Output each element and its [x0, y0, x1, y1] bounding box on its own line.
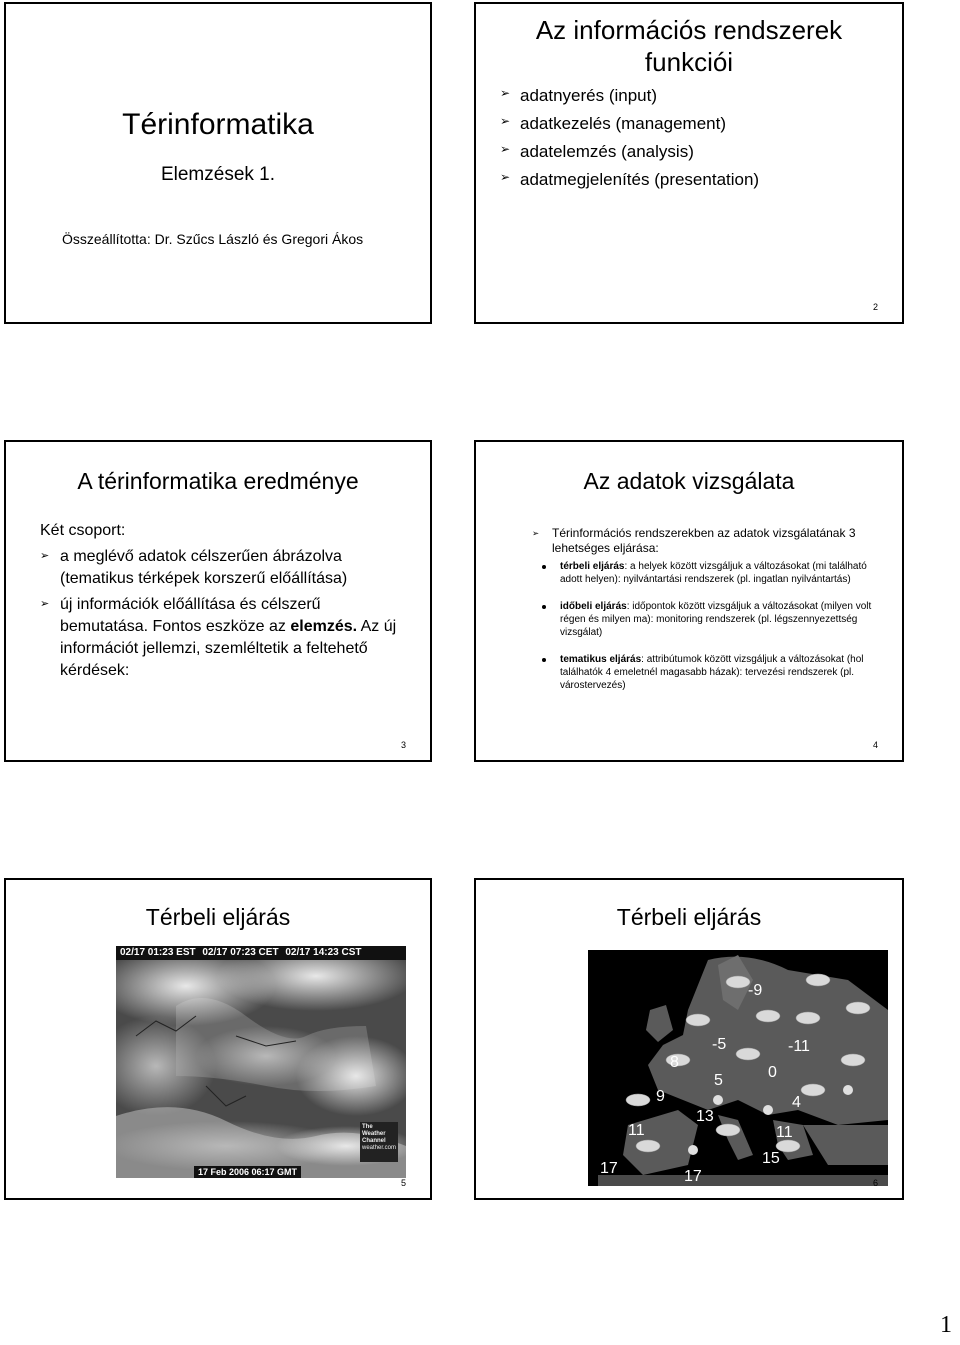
slide-title: Az adatok vizsgálata: [583, 468, 795, 494]
logo-line: Weather: [362, 1131, 386, 1137]
temp-label: -5: [712, 1036, 727, 1053]
procedure-text: : időpontok között vizsgáljuk a változásokat (milyen volt régen és milyen ma): monitoring rendszerek (pl. légszennyezettség vizsgálat): [560, 601, 872, 638]
temp-label: 17: [684, 1168, 702, 1185]
procedure-item: [536, 653, 874, 692]
procedure-name: időbeli eljárás: [560, 601, 627, 612]
slide-subtitle: Elemzések 1.: [160, 164, 276, 185]
temp-label: -11: [788, 1038, 810, 1055]
procedure-item: [536, 560, 874, 586]
list-item: [40, 594, 406, 682]
slide-number: 4: [872, 740, 878, 750]
temperature-map: [588, 950, 888, 1186]
list-item: ➢ adatnyerés (input): [500, 82, 759, 110]
temp-label: 5: [714, 1072, 723, 1089]
functions-list: [500, 82, 759, 194]
intro-text: Két csoport:: [40, 522, 126, 539]
temp-label: 4: [792, 1094, 801, 1111]
slide-5: [4, 878, 432, 1200]
list-item: ➢ adatmegjelenítés (presentation): [500, 166, 759, 194]
item-text: új információk előállítása és célszerű bemutatása. Fontos eszköze az: [60, 596, 321, 635]
title-line-2: funkciói: [644, 47, 734, 77]
slide-2: [474, 2, 904, 324]
date-footer: 17 Feb 2006 06:17 GMT: [194, 1166, 301, 1178]
author-line: [62, 231, 363, 247]
procedure-name: tematikus eljárás: [560, 654, 642, 665]
logo-line: Channel: [362, 1138, 386, 1144]
slide-6: [474, 878, 904, 1200]
lead-list: [532, 526, 874, 556]
temp-label: 13: [696, 1108, 714, 1125]
time-est: 02/17 01:23 EST: [120, 947, 196, 958]
page-number: 1: [940, 1312, 952, 1338]
temp-label: 11: [628, 1122, 645, 1139]
temp-label: 9: [656, 1088, 665, 1105]
item-bold: elemzés.: [290, 618, 358, 635]
procedure-list: [536, 560, 874, 692]
procedure-text: : attribútumok között vizsgáljuk a változásokat (hol találhatók 4 emeletnél magasabb házak): tervezési rendszerek (pl. várostervezés): [560, 654, 864, 691]
slide-number: 6: [872, 1178, 878, 1188]
item-rest: Az új információt jellemzi, szemléltetik a feltehető kérdések:: [60, 618, 397, 679]
procedure-name: térbeli eljárás: [560, 561, 625, 572]
temp-label: 8: [670, 1054, 679, 1071]
weather-logo: [360, 1122, 398, 1162]
list-item: ➢ adatelemzés (analysis): [500, 138, 759, 166]
procedure-item: [536, 600, 874, 639]
time-cst: 02/17 14:23 CST: [285, 947, 362, 958]
slide-title: A térinformatika eredménye: [77, 468, 359, 494]
slide-3: [4, 440, 432, 762]
time-cet: 02/17 07:23 CET: [202, 947, 279, 958]
slide-number: 3: [400, 740, 406, 750]
europe-map-picture: [588, 950, 888, 1186]
author-name: Szűcs László és Gregori Ákos: [176, 231, 364, 247]
author-prefix: Összeállította: Dr.: [62, 231, 177, 247]
slide-title: Térbeli eljárás: [616, 904, 762, 930]
title-line-1: Az információs rendszerek: [535, 15, 843, 45]
satellite-image: [116, 946, 406, 1178]
group-list: [40, 546, 406, 682]
slide-title: Térinformatika: [122, 108, 314, 141]
time-banner: [116, 946, 406, 960]
slide-number: 5: [400, 1178, 406, 1188]
temp-label: 11: [776, 1124, 793, 1141]
temp-label: 17: [600, 1160, 618, 1177]
list-item: ➢ adatkezelés (management): [500, 110, 759, 138]
slide-title: [476, 14, 902, 78]
slide-4: [474, 440, 904, 762]
lead-item: ➢ Térinformációs rendszerekben az adatok vizsgálatának 3 lehetséges eljárása:: [532, 526, 874, 556]
slide-1: [4, 2, 432, 324]
temp-label: 0: [768, 1064, 777, 1081]
slide-body: [40, 520, 406, 682]
slide-body: [532, 526, 874, 706]
slide-number: 2: [872, 302, 878, 312]
slide-title: Térbeli eljárás: [145, 904, 291, 930]
procedure-text: : a helyek között vizsgáljuk a változásokat (mi található adott helyen): nyilvántartási rendszerek (pl. ingatlan nyilvántartás): [560, 561, 867, 585]
temp-label: 15: [762, 1150, 780, 1167]
logo-url: weather.com: [362, 1145, 397, 1151]
temp-label: -9: [748, 982, 763, 999]
list-item: ➢ a meglévő adatok célszerűen ábrázolva (tematikus térképek korszerű előállítása): [40, 546, 406, 590]
logo-line: The: [362, 1124, 373, 1130]
